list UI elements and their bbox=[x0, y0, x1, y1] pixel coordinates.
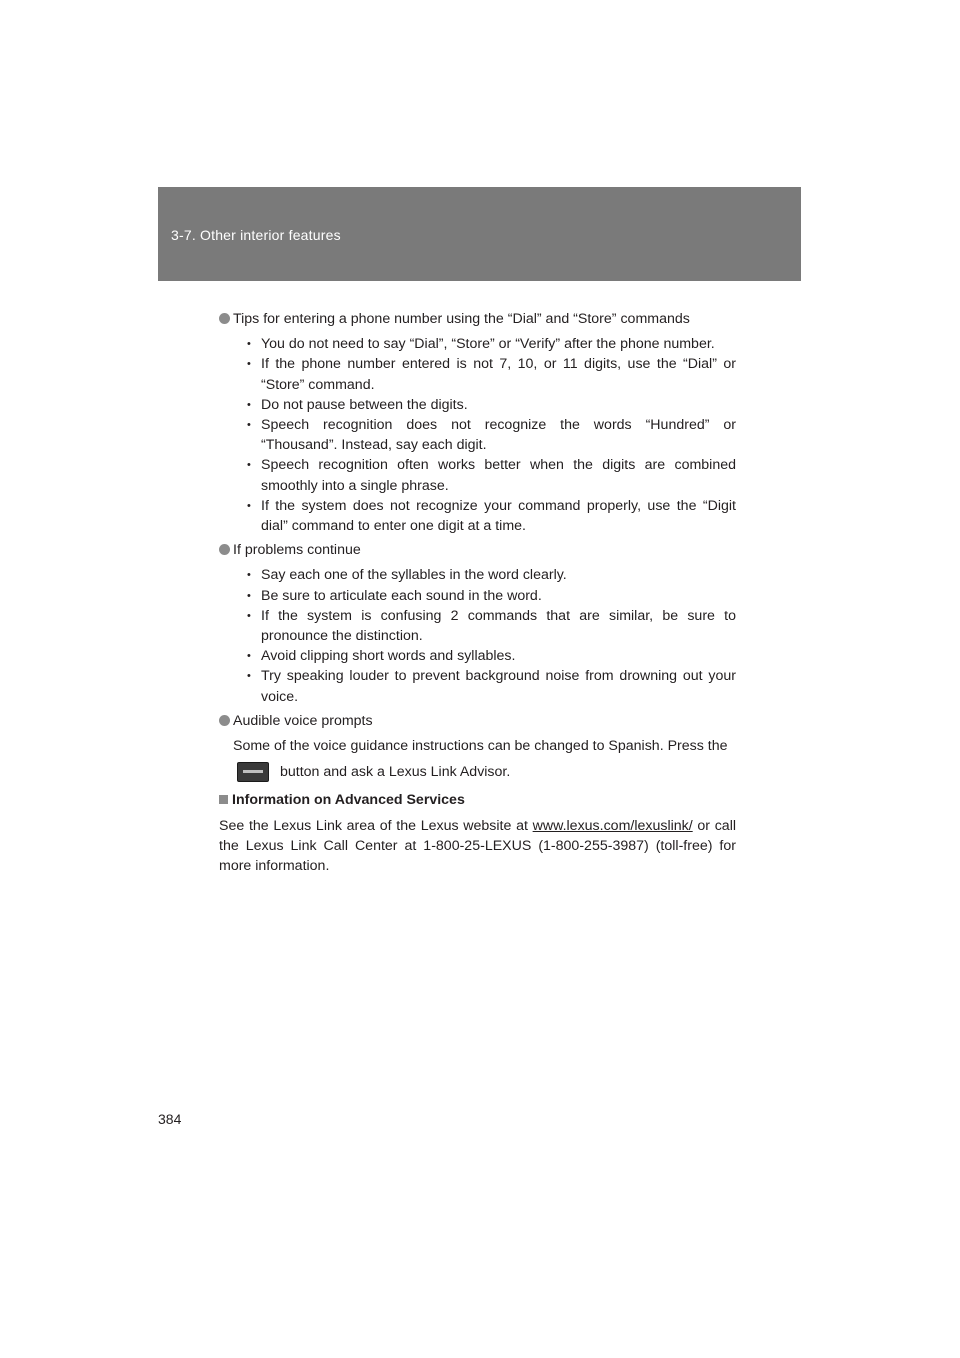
section-title: 3-7. Other interior features bbox=[171, 227, 341, 243]
list-item: • If the phone number entered is not 7, 10, or 11 digits, use the “Dial” or “Store” command. bbox=[247, 354, 736, 394]
square-bullet-icon bbox=[219, 795, 228, 804]
list-item: • You do not need to say “Dial”, “Store” or “Verify” after the phone number. bbox=[247, 334, 736, 354]
tips-heading: Tips for entering a phone number using the “Dial” and “Store” commands bbox=[219, 309, 736, 329]
circle-bullet-icon bbox=[219, 313, 230, 324]
list-item: • Say each one of the syllables in the word clearly. bbox=[247, 565, 736, 585]
tips-list bbox=[219, 334, 736, 536]
info-text: See the Lexus Link area of the Lexus website at www.lexus.com/lexuslink/ or call the Lexus Link Call Center at 1-800-25-LEXUS (1-800-255-3987) (toll-free) for more information. bbox=[219, 817, 736, 875]
problems-section bbox=[219, 540, 736, 707]
voice-prompts-heading: Audible voice prompts bbox=[219, 711, 736, 731]
page-content bbox=[219, 309, 736, 876]
lexus-link-button-icon bbox=[237, 762, 269, 782]
lexus-link-url[interactable]: www.lexus.com/lexuslink/ bbox=[532, 817, 693, 834]
list-item: • Speech recognition does not recognize the words “Hundred” or “Thousand”. Instead, say each digit. bbox=[247, 415, 736, 455]
voice-prompts-section bbox=[219, 711, 736, 783]
list-item: • Speech recognition often works better when the digits are combined smoothly into a single phrase. bbox=[247, 455, 736, 495]
info-heading: Information on Advanced Services bbox=[219, 790, 736, 810]
list-item: • Do not pause between the digits. bbox=[247, 395, 736, 415]
circle-bullet-icon bbox=[219, 544, 230, 555]
tips-section bbox=[219, 309, 736, 536]
page-number: 384 bbox=[158, 1111, 182, 1127]
list-item: • Be sure to articulate each sound in the word. bbox=[247, 586, 736, 606]
list-item: • If the system does not recognize your command properly, use the “Digit dial” command to enter one digit at a time. bbox=[247, 496, 736, 536]
problems-heading: If problems continue bbox=[219, 540, 736, 560]
voice-prompts-text-line2: button and ask a Lexus Link Advisor. bbox=[219, 762, 736, 782]
section-header-bar bbox=[158, 187, 801, 281]
voice-prompts-text: Some of the voice guidance instructions can be changed to Spanish. Press the bbox=[233, 738, 728, 755]
problems-list bbox=[219, 565, 736, 706]
list-item: • If the system is confusing 2 commands that are similar, be sure to pronounce the distinction. bbox=[247, 606, 736, 646]
circle-bullet-icon bbox=[219, 715, 230, 726]
list-item: • Try speaking louder to prevent background noise from drowning out your voice. bbox=[247, 666, 736, 706]
list-item: • Avoid clipping short words and syllables. bbox=[247, 646, 736, 666]
